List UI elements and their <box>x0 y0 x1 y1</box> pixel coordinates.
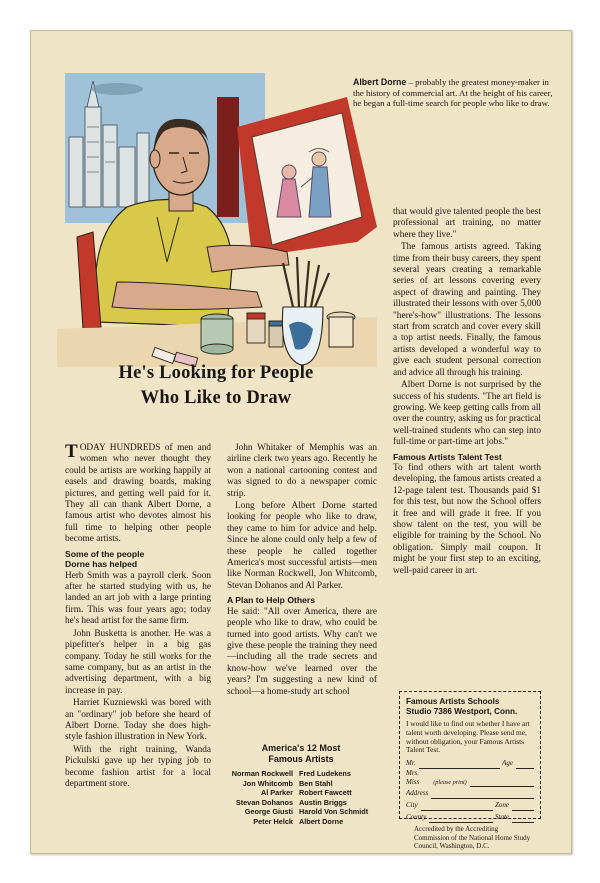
article-column-2 <box>227 443 377 699</box>
coupon-accreditation: Accredited by the Accrediting Commission of the National Home Study Council, Washington, D.C. <box>414 825 531 850</box>
coupon-miss-label: Miss <box>406 778 420 787</box>
article-column-3 <box>393 207 541 578</box>
artist-name: George Giusti <box>244 807 293 817</box>
artist-name: Jon Whitcomb <box>242 778 293 788</box>
coupon-print-hint: (please print) <box>433 779 467 787</box>
col1-subhead-line-1: Some of the people <box>65 548 145 559</box>
col3-paragraph-2: The famous artists agreed. Taking time from their busy careers, they spent several years creating a remarkable series of art lessons covering every aspect of drawing and painting. They illustrated their lessons with over 5,000 "here's-how" illustrations. The lessons start from scratch and cover every skill a top artist needs. Finally, the famous artists developed a wonderful way to give each student personal correction and advice all through his training. <box>393 242 541 378</box>
chair <box>77 232 101 329</box>
illustration-caption <box>353 77 553 109</box>
article-column-1 <box>65 443 211 791</box>
artist-name: Ben Stahl <box>299 778 333 788</box>
coupon-city-field[interactable] <box>406 799 534 811</box>
headline <box>71 361 361 411</box>
col3-subhead: Famous Artists Talent Test <box>393 451 502 462</box>
coupon-mr-label: Mr. <box>406 759 416 768</box>
col3-paragraph-1: that would give talented people the best professional art training, no matter where they live." <box>393 207 541 240</box>
coupon-body: I would like to find out whether I have art talent worth developing. Please send me, without obligation, your Famous Artists Talent Test. <box>406 719 530 755</box>
coupon-mrs-field[interactable] <box>406 769 534 778</box>
caption-name: Albert Dorne <box>353 77 407 87</box>
col1-paragraph-1: ODAY HUNDREDS of men and women who never thought they could be artists are working happily at easels and drawing boards, making pictures, and getting well paid for it. They all can thank Albert Dorne, a famous artist who devotes almost his full time to helping other people become artists. <box>65 443 211 545</box>
col1-paragraph-3: John Busketta is another. He was a pipefitter's helper in a big gas company. Today he still works for the same company, but as an artist in the advertising department, with a big increase in pay. <box>65 628 211 696</box>
artist-name: Harold Von Schmidt <box>299 807 369 817</box>
brushes <box>283 257 329 307</box>
mail-coupon[interactable] <box>399 691 541 850</box>
coupon-county-field[interactable] <box>406 811 534 823</box>
col1-paragraph-4: Harriet Kuzniewski was bored with an "ordinary" job before she heard of Albert Dorne. Today she does high-style fashion illustration in New York. <box>65 698 211 743</box>
magazine-page <box>30 30 572 854</box>
coupon-title-2: Studio 7386 Westport, Conn. <box>406 707 518 716</box>
col2-paragraph-2: Long before Albert Dorne started looking for people who like to draw, they came to him for advice and help. Since he alone could only help a few of these people he called together America's most successful artists—men like Norman Rockwell, Jon Whitcomb, Stevan Dohanos and Al Parker. <box>227 501 377 591</box>
headline-line-2: Who Like to Draw <box>140 388 292 408</box>
col1-paragraph-2: Herb Smith was a payroll clerk. Soon after he started studying with us, he landed an art job with a large printing firm. This was four years ago; today he's head artist for the same firm. <box>65 570 211 627</box>
coupon-title-1: Famous Artists Schools <box>406 697 500 706</box>
famous-artists-list <box>211 743 391 827</box>
artists-title-line-1: America's 12 Most <box>261 743 341 753</box>
artist-name: Al Parker <box>260 788 293 798</box>
artist-name: Stevan Dohanos <box>235 797 293 807</box>
albert-dorne-illustration <box>57 67 377 367</box>
col1-subhead <box>65 549 211 570</box>
coupon-city-label: City <box>406 801 418 810</box>
headline-line-1: He's Looking for People <box>118 363 314 383</box>
artist-name: Norman Rockwell <box>231 769 293 778</box>
coupon-address-field[interactable] <box>406 787 534 799</box>
artist-name: Peter Helck <box>253 816 293 826</box>
caption-text: – probably the greatest money-maker in the history of commercial art. At the height of his career, he began a full-time search for people who like to draw. <box>353 77 553 109</box>
artist-name: Fred Ludekens <box>299 769 351 778</box>
artists-title-line-2: Famous Artists <box>268 754 334 764</box>
col3-paragraph-3: Albert Dorne is not surprised by the success of his students. "The art field is growing. We keep getting calls from all over the country, asking us for practical well-trained students who can step into full-time or part-time art jobs." <box>393 380 541 448</box>
curtain <box>217 97 239 217</box>
col3-paragraph-4: To find others with art talent worth developing, the famous artists created a 12-page talent test. Thousands paid $1 for this test, but now the School offers it free and will grade it free. If you show talent on the test, you will be eligible for training by the School. No obligation. Simply mail coupon. It might be your first step to an exciting, well-paid career in art. <box>393 463 541 576</box>
coupon-address-label: Address <box>406 789 429 798</box>
coupon-miss-field[interactable] <box>406 778 534 787</box>
coupon-county-label: County <box>406 813 427 822</box>
col2-subhead: A Plan to Help Others <box>227 595 316 606</box>
col1-subhead-line-2: Dorne has helped <box>65 559 138 570</box>
artists-names <box>211 769 391 827</box>
coupon-state-label: State <box>495 813 509 822</box>
coupon-zone-label: Zone <box>495 801 509 810</box>
artists-list-title <box>211 743 391 765</box>
artist-name: Austin Briggs <box>299 797 347 807</box>
coupon-mrs-label: Mrs. <box>406 769 420 778</box>
drop-cap: T <box>65 441 78 462</box>
coupon-age-label: Age <box>502 759 513 768</box>
col2-paragraph-3: He said: "All over America, there are people who like to draw, who could be turned into good artists. Why can't we give these people the training they need—including all the trade secrets and know-how we've learned over the years? I'm suggesting a new kind of school—a home-study art school <box>227 606 377 697</box>
artist-name: Robert Fawcett <box>299 788 352 798</box>
artist-name: Albert Dorne <box>299 816 344 826</box>
col1-paragraph-5: With the right training, Wanda Pickulski gave up her typing job to become fashion artist for a local department store. <box>65 744 211 789</box>
coupon-name-field[interactable] <box>406 757 534 769</box>
col2-paragraph-1: John Whitaker of Memphis was an airline clerk two years ago. Recently he won a national cartooning contest and was signed to do a newspaper comic strip. <box>227 443 377 499</box>
